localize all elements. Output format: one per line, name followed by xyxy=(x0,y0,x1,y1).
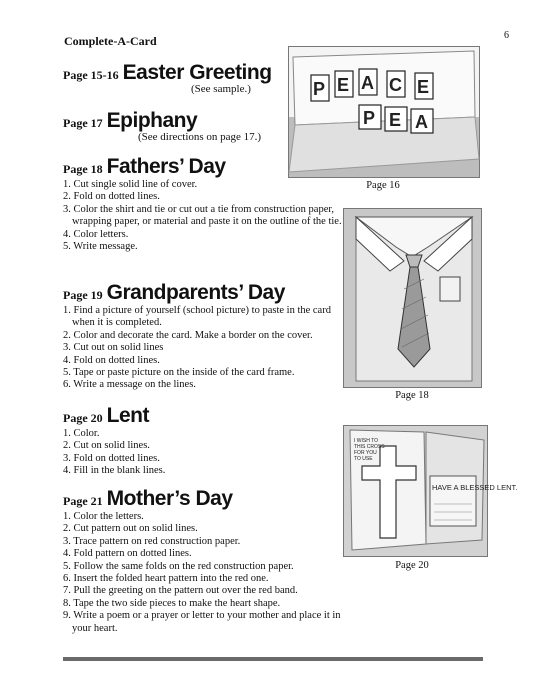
section-page-ref: Page 15-16 xyxy=(63,68,119,82)
lent-card-greeting: HAVE A BLESSED LENT. xyxy=(432,483,518,492)
section-heading: Easter Greeting xyxy=(122,61,272,84)
list-item: 4. Color letters. xyxy=(63,228,129,240)
svg-text:A: A xyxy=(361,73,374,93)
svg-text:TO USE: TO USE xyxy=(354,456,373,462)
list-item: 4. Fold on dotted lines. xyxy=(63,354,160,366)
list-item: 2. Fold on dotted lines. xyxy=(63,191,160,203)
section-page-ref: Page 17 xyxy=(63,116,103,130)
list-item: 4. Fill in the blank lines. xyxy=(63,465,166,477)
svg-text:P: P xyxy=(363,108,376,128)
svg-text:THIS CROSS: THIS CROSS xyxy=(354,444,385,450)
list-item: 4. Fold pattern on dotted lines. xyxy=(63,548,192,560)
photo-caption: Page 20 xyxy=(395,560,429,571)
svg-text:A: A xyxy=(415,112,428,132)
list-item: 2. Color and decorate the card. Make a border on the cover. xyxy=(63,329,313,341)
section-mothers-day xyxy=(63,488,353,635)
section-title xyxy=(63,488,353,509)
list-item: 3. Color the shirt and tie or cut out a tie from construction paper, wrapping paper, or material and paste it on the outline of the tie. xyxy=(63,203,342,228)
section-heading: Mother’s Day xyxy=(106,487,233,510)
list-item: 3. Cut out on solid lines xyxy=(63,342,164,354)
svg-text:E: E xyxy=(389,110,402,130)
list-item: 5. Tape or paste picture on the inside of the card frame. xyxy=(63,367,295,379)
svg-text:E: E xyxy=(337,75,350,95)
svg-text:FOR YOU: FOR YOU xyxy=(354,450,377,456)
section-page-ref: Page 20 xyxy=(63,411,103,425)
list-item: 6. Insert the folded heart pattern into the red one. xyxy=(63,573,269,585)
list-item: 2. Cut pattern out on solid lines. xyxy=(63,523,198,535)
section-page-ref: Page 21 xyxy=(63,494,103,508)
list-item: 1. Color the letters. xyxy=(63,511,144,522)
photo-peace-card xyxy=(288,46,480,178)
svg-text:P: P xyxy=(313,79,326,99)
instruction-list xyxy=(63,305,353,392)
list-item: 5. Write message. xyxy=(63,241,138,253)
section-title xyxy=(63,282,353,303)
document-header: Complete-A-Card xyxy=(64,34,157,48)
photo-fathers-day-card xyxy=(343,208,482,388)
svg-text:E: E xyxy=(417,77,430,97)
list-item: 2. Cut on solid lines. xyxy=(63,440,150,452)
photo-caption: Page 18 xyxy=(395,390,429,401)
list-item: 1. Cut single solid line of cover. xyxy=(63,179,198,190)
section-grandparents-day xyxy=(63,282,353,392)
list-item: 3. Trace pattern on red construction paper. xyxy=(63,535,241,547)
instruction-list xyxy=(63,511,353,635)
list-item: 5. Follow the same folds on the red construction paper. xyxy=(63,560,294,572)
section-heading: Lent xyxy=(106,404,149,427)
footer-rule xyxy=(63,657,483,661)
list-item: 3. Fold on dotted lines. xyxy=(63,452,160,464)
section-title xyxy=(63,405,353,426)
section-heading: Fathers’ Day xyxy=(106,155,226,178)
section-heading: Epiphany xyxy=(106,109,198,132)
photo-lent-card xyxy=(343,425,518,557)
peace-card-illustration xyxy=(289,47,479,177)
instruction-list xyxy=(63,428,353,478)
list-item: 1. Find a picture of yourself (school picture) to paste in the card when it is completed. xyxy=(63,305,331,329)
list-item: 7. Pull the greeting on the pattern out over the red band. xyxy=(63,585,298,597)
list-item: 8. Tape the two side pieces to make the heart shape. xyxy=(63,597,281,609)
section-page-ref: Page 18 xyxy=(63,162,103,176)
lent-cross-illustration xyxy=(344,426,518,556)
list-item: 1. Color. xyxy=(63,428,100,439)
photo-caption: Page 16 xyxy=(366,180,400,191)
section-page-ref: Page 19 xyxy=(63,288,103,302)
list-item: 6. Write a message on the lines. xyxy=(63,379,196,391)
svg-text:C: C xyxy=(389,75,402,95)
instruction-list xyxy=(63,179,353,253)
page-number: 6 xyxy=(504,30,509,41)
section-lent xyxy=(63,405,353,478)
list-item: 9. Write a poem or a prayer or letter to your mother and place it in your heart. xyxy=(63,610,341,634)
shirt-tie-illustration xyxy=(344,209,481,387)
section-heading: Grandparents’ Day xyxy=(106,281,285,304)
section-subtitle: (See directions on page 17.) xyxy=(138,131,262,143)
svg-text:I WISH TO: I WISH TO xyxy=(354,438,378,444)
section-subtitle: (See sample.) xyxy=(191,83,251,95)
